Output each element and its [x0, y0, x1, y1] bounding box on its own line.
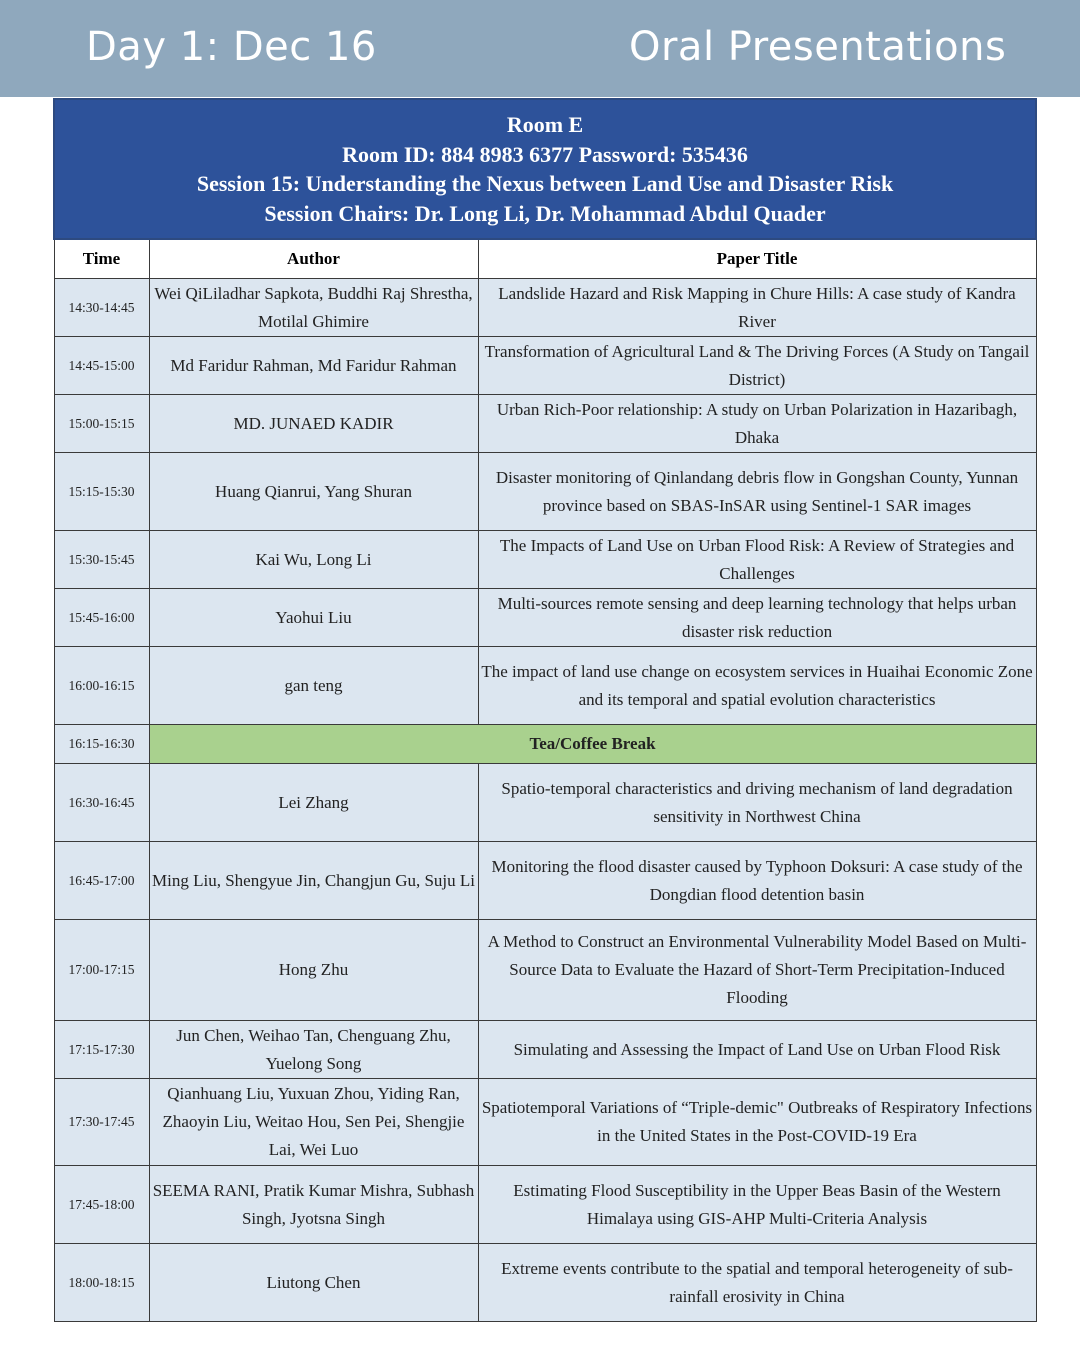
room-id: Room ID: 884 8983 6377 Password: 535436 — [342, 141, 748, 167]
presentation-type-label: Oral Presentations — [629, 24, 1007, 70]
column-header-row — [54, 239, 1036, 279]
title-cell: Multi-sources remote sensing and deep learning technology that helps urban disaster risk reduction — [478, 589, 1036, 647]
title-cell: Transformation of Agricultural Land & The Driving Forces (A Study on Tangail District) — [478, 337, 1036, 395]
time-cell: 17:45-18:00 — [54, 1166, 149, 1244]
break-label: Tea/Coffee Break — [149, 725, 1036, 764]
author-cell: Huang Qianrui, Yang Shuran — [149, 453, 478, 531]
author-cell: Yaohui Liu — [149, 589, 478, 647]
time-cell: 18:00-18:15 — [54, 1244, 149, 1322]
title-cell: Spatiotemporal Variations of “Triple-demic" Outbreaks of Respiratory Infections in the United States in the Post-COVID-19 Era — [478, 1079, 1036, 1166]
title-cell: Urban Rich-Poor relationship: A study on Urban Polarization in Hazaribagh, Dhaka — [478, 395, 1036, 453]
time-cell: 16:45-17:00 — [54, 842, 149, 920]
title-cell: Spatio-temporal characteristics and driving mechanism of land degradation sensitivity in Northwest China — [478, 764, 1036, 842]
title-cell: Monitoring the flood disaster caused by Typhoon Doksuri: A case study of the Dongdian flood detention basin — [478, 842, 1036, 920]
column-header-title: Paper Title — [478, 239, 1036, 279]
time-cell: 14:30-14:45 — [54, 279, 149, 337]
title-cell: The Impacts of Land Use on Urban Flood Risk: A Review of Strategies and Challenges — [478, 531, 1036, 589]
column-header-author: Author — [149, 239, 478, 279]
title-cell: Landslide Hazard and Risk Mapping in Chure Hills: A case study of Kandra River — [478, 279, 1036, 337]
title-cell: Simulating and Assessing the Impact of Land Use on Urban Flood Risk — [478, 1021, 1036, 1079]
author-cell: Kai Wu, Long Li — [149, 531, 478, 589]
table-row — [54, 764, 1036, 842]
table-row — [54, 1166, 1036, 1244]
title-cell: Estimating Flood Susceptibility in the Upper Beas Basin of the Western Himalaya using GIS-AHP Multi-Criteria Analysis — [478, 1166, 1036, 1244]
table-row — [54, 1244, 1036, 1322]
table-row — [54, 453, 1036, 531]
session-banner — [54, 99, 1036, 239]
table-row — [54, 842, 1036, 920]
table-row — [54, 1021, 1036, 1079]
table-row — [54, 337, 1036, 395]
table-row — [54, 920, 1036, 1021]
title-cell: The impact of land use change on ecosystem services in Huaihai Economic Zone and its temporal and spatial evolution characteristics — [478, 647, 1036, 725]
session-schedule-table — [53, 98, 1037, 1322]
time-cell: 16:00-16:15 — [54, 647, 149, 725]
author-cell: MD. JUNAED KADIR — [149, 395, 478, 453]
table-row — [54, 531, 1036, 589]
session-chairs: Session Chairs: Dr. Long Li, Dr. Mohammad Abdul Quader — [264, 200, 826, 226]
author-cell: Wei QiLiladhar Sapkota, Buddhi Raj Shrestha, Motilal Ghimire — [149, 279, 478, 337]
time-cell: 15:30-15:45 — [54, 531, 149, 589]
author-cell: Lei Zhang — [149, 764, 478, 842]
author-cell: Qianhuang Liu, Yuxuan Zhou, Yiding Ran, Zhaoyin Liu, Weitao Hou, Sen Pei, Shengjie Lai, Wei Luo — [149, 1079, 478, 1166]
time-cell: 17:00-17:15 — [54, 920, 149, 1021]
table-row — [54, 395, 1036, 453]
time-cell: 14:45-15:00 — [54, 337, 149, 395]
author-cell: gan teng — [149, 647, 478, 725]
time-cell: 16:30-16:45 — [54, 764, 149, 842]
author-cell: Jun Chen, Weihao Tan, Chenguang Zhu, Yuelong Song — [149, 1021, 478, 1079]
top-banner — [0, 0, 1080, 97]
day-label: Day 1: Dec 16 — [86, 24, 377, 70]
author-cell: Ming Liu, Shengyue Jin, Changjun Gu, Suju Li — [149, 842, 478, 920]
time-cell: 17:15-17:30 — [54, 1021, 149, 1079]
table-row — [54, 1079, 1036, 1166]
title-cell: A Method to Construct an Environmental Vulnerability Model Based on Multi-Source Data to Evaluate the Hazard of Short-Term Precipitation-Induced Flooding — [478, 920, 1036, 1021]
author-cell: Liutong Chen — [149, 1244, 478, 1322]
room-name: Room E — [506, 112, 584, 137]
title-cell: Disaster monitoring of Qinlandang debris flow in Gongshan County, Yunnan province based on SBAS-InSAR using Sentinel-1 SAR images — [478, 453, 1036, 531]
time-cell: 17:30-17:45 — [54, 1079, 149, 1166]
title-cell: Extreme events contribute to the spatial and temporal heterogeneity of sub-rainfall erosivity in China — [478, 1244, 1036, 1322]
break-row — [54, 725, 1036, 764]
column-header-time: Time — [54, 239, 149, 279]
table-row — [54, 589, 1036, 647]
table-row — [54, 647, 1036, 725]
author-cell: Hong Zhu — [149, 920, 478, 1021]
session-title: Session 15: Understanding the Nexus between Land Use and Disaster Risk — [196, 171, 894, 196]
author-cell: Md Faridur Rahman, Md Faridur Rahman — [149, 337, 478, 395]
session-banner-cell — [54, 99, 1036, 239]
time-cell: 15:15-15:30 — [54, 453, 149, 531]
time-cell: 16:15-16:30 — [54, 725, 149, 764]
table-row — [54, 279, 1036, 337]
time-cell: 15:45-16:00 — [54, 589, 149, 647]
author-cell: SEEMA RANI, Pratik Kumar Mishra, Subhash Singh, Jyotsna Singh — [149, 1166, 478, 1244]
time-cell: 15:00-15:15 — [54, 395, 149, 453]
